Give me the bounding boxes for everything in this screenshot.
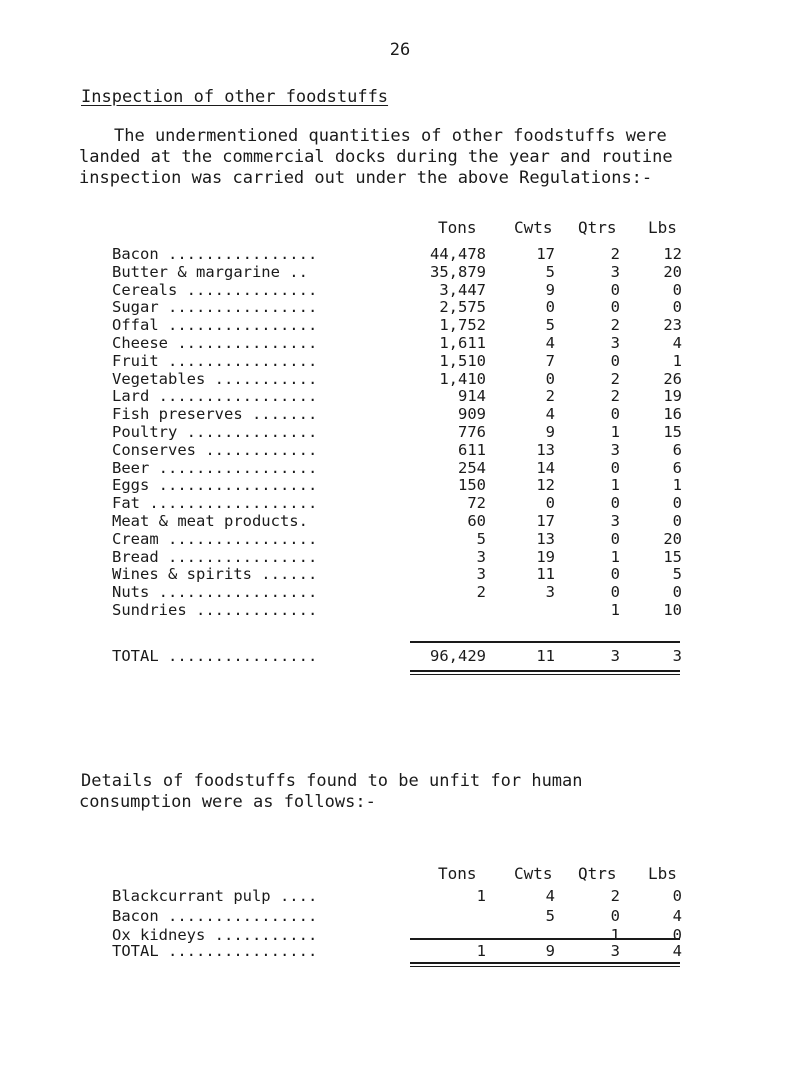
item-name: Conserves ............ (112, 440, 318, 459)
cell-qtrs: 0 (610, 565, 620, 584)
total-rule-bottom (410, 670, 680, 672)
cell-cwts: 4 (545, 887, 555, 905)
cell-cwts: 17 (536, 245, 555, 263)
cell-qtrs: 2 (610, 369, 620, 388)
cell-lbs: 0 (672, 280, 682, 299)
col-header-cwts: Cwts (514, 218, 553, 237)
cell-tons: 3,447 (439, 280, 486, 299)
cell-lbs: 12 (663, 245, 682, 263)
col-header-cwts: Cwts (514, 864, 553, 883)
col-header-lbs: Lbs (648, 218, 677, 237)
cell-cwts: 4 (545, 334, 555, 352)
cell-qtrs: 1 (610, 423, 620, 441)
cell-tons: 1,752 (439, 316, 486, 335)
cell-lbs: 16 (663, 405, 682, 424)
cell-cwts: 5 (545, 906, 555, 925)
cell-qtrs: 0 (610, 351, 620, 370)
table-row (0, 548, 800, 567)
cell-lbs: 4 (672, 334, 682, 352)
cell-lbs: 23 (663, 316, 682, 335)
cell-cwts: 0 (545, 369, 555, 388)
cell-tons: 35,879 (430, 262, 486, 281)
table-row (0, 263, 800, 282)
cell-qtrs: 3 (610, 262, 620, 281)
item-name: Cream ................ (112, 529, 318, 548)
total-label: TOTAL ................ (112, 647, 318, 665)
total-row (0, 942, 800, 961)
item-name: Beer ................. (112, 458, 318, 477)
cell-lbs: 15 (663, 547, 682, 566)
cell-lbs: 20 (663, 529, 682, 548)
cell-lbs: 5 (672, 565, 682, 584)
cell-lbs: 0 (672, 926, 682, 944)
item-name: Wines & spirits ...... (112, 565, 318, 584)
cell-lbs: 0 (672, 583, 682, 602)
cell-cwts: 12 (536, 476, 555, 495)
details-line: consumption were as follows:- (79, 792, 376, 812)
item-name: Nuts ................. (112, 583, 318, 602)
item-name: Lard ................. (112, 387, 318, 406)
total-cwts: 11 (536, 647, 555, 665)
cell-cwts: 14 (536, 458, 555, 477)
item-name: Vegetables ........... (112, 369, 318, 388)
item-name: Meat & meat products. (112, 512, 308, 530)
cell-cwts: 3 (545, 583, 555, 602)
cell-tons: 1 (476, 887, 486, 905)
item-name: Cheese ............... (112, 334, 318, 352)
item-name: Offal ................ (112, 316, 318, 335)
cell-cwts: 9 (545, 423, 555, 441)
cell-qtrs: 3 (610, 334, 620, 352)
item-name: Bacon ................ (112, 906, 318, 925)
cell-lbs: 0 (672, 494, 682, 513)
cell-qtrs: 0 (610, 280, 620, 299)
cell-cwts: 9 (545, 280, 555, 299)
col-header-tons: Tons (438, 864, 477, 883)
table-row (0, 334, 800, 353)
item-name: Bacon ................ (112, 245, 318, 263)
cell-tons: 2,575 (439, 298, 486, 317)
cell-lbs: 0 (672, 887, 682, 905)
cell-cwts: 0 (545, 494, 555, 513)
cell-qtrs: 1 (610, 601, 620, 619)
total-qtrs: 3 (610, 942, 620, 960)
cell-tons: 776 (458, 423, 486, 441)
cell-lbs: 10 (663, 601, 682, 619)
cell-cwts: 5 (545, 262, 555, 281)
col-header-qtrs: Qtrs (578, 864, 617, 883)
col-header-qtrs: Qtrs (578, 218, 617, 237)
cell-tons: 254 (458, 458, 486, 477)
table-row (0, 530, 800, 549)
cell-cwts: 0 (545, 298, 555, 317)
cell-cwts: 19 (536, 547, 555, 566)
cell-cwts: 5 (545, 316, 555, 335)
cell-tons: 909 (458, 405, 486, 424)
item-name: Cereals .............. (112, 280, 318, 299)
total-lbs: 3 (672, 647, 682, 665)
col-header-tons: Tons (438, 218, 477, 237)
table-row (0, 281, 800, 300)
cell-qtrs: 1 (610, 926, 620, 944)
table-row (0, 245, 800, 264)
item-name: Butter & margarine .. (112, 262, 308, 281)
cell-lbs: 15 (663, 423, 682, 441)
table-row (0, 405, 800, 424)
cell-cwts: 13 (536, 440, 555, 459)
unfit-total-rule-top (410, 938, 680, 940)
total-rule-double (410, 674, 680, 675)
details-paragraph (79, 771, 583, 813)
cell-cwts: 2 (545, 387, 555, 406)
cell-qtrs: 0 (610, 583, 620, 602)
table-row (0, 565, 800, 584)
cell-qtrs: 1 (610, 547, 620, 566)
table-row (0, 316, 800, 335)
cell-tons: 44,478 (430, 245, 486, 263)
cell-lbs: 6 (672, 458, 682, 477)
cell-qtrs: 0 (610, 298, 620, 317)
cell-qtrs: 0 (610, 494, 620, 513)
intro-line: landed at the commercial docks during the year and routine (79, 147, 673, 167)
intro-paragraph (79, 126, 673, 189)
table-row (0, 476, 800, 495)
table-row (0, 601, 800, 620)
details-line: Details of foodstuffs found to be unfit for human (81, 771, 583, 791)
cell-qtrs: 0 (610, 405, 620, 424)
cell-tons: 2 (476, 583, 486, 602)
table-row (0, 423, 800, 442)
table-row (0, 494, 800, 513)
cell-cwts: 17 (536, 512, 555, 530)
cell-cwts: 13 (536, 529, 555, 548)
cell-tons: 1,410 (439, 369, 486, 388)
cell-lbs: 1 (672, 476, 682, 495)
table-row (0, 907, 800, 926)
cell-qtrs: 0 (610, 906, 620, 925)
page-number: 26 (389, 40, 411, 60)
cell-lbs: 20 (663, 262, 682, 281)
table-row (0, 370, 800, 389)
cell-lbs: 26 (663, 369, 682, 388)
item-name: Bread ................ (112, 547, 318, 566)
item-name: Eggs ................. (112, 476, 318, 495)
intro-line: inspection was carried out under the above Regulations:- (79, 168, 653, 188)
cell-qtrs: 3 (610, 440, 620, 459)
cell-tons: 150 (458, 476, 486, 495)
cell-qtrs: 2 (610, 245, 620, 263)
cell-cwts: 11 (536, 565, 555, 584)
table-row (0, 387, 800, 406)
cell-cwts: 4 (545, 405, 555, 424)
section-heading: Inspection of other foodstuffs (81, 87, 389, 107)
cell-qtrs: 2 (610, 316, 620, 335)
cell-qtrs: 0 (610, 458, 620, 477)
cell-lbs: 0 (672, 512, 682, 530)
total-label: TOTAL ................ (112, 942, 318, 960)
total-tons: 1 (476, 942, 486, 960)
total-row (0, 647, 800, 666)
total-rule-top (410, 641, 680, 643)
table-row (0, 887, 800, 906)
cell-lbs: 0 (672, 298, 682, 317)
cell-qtrs: 1 (610, 476, 620, 495)
cell-qtrs: 2 (610, 887, 620, 905)
cell-lbs: 4 (672, 906, 682, 925)
cell-tons: 1,510 (439, 351, 486, 370)
item-name: Fat .................. (112, 494, 318, 513)
cell-tons: 611 (458, 440, 486, 459)
item-name: Blackcurrant pulp .... (112, 887, 318, 905)
item-name: Poultry .............. (112, 423, 318, 441)
total-lbs: 4 (672, 942, 682, 960)
cell-tons: 5 (476, 529, 486, 548)
cell-lbs: 6 (672, 440, 682, 459)
item-name: Sugar ................ (112, 298, 318, 317)
cell-tons: 3 (476, 547, 486, 566)
table-row (0, 512, 800, 531)
unfit-total-rule-double (410, 966, 680, 967)
cell-qtrs: 0 (610, 529, 620, 548)
cell-lbs: 1 (672, 351, 682, 370)
cell-tons: 1,611 (439, 334, 486, 352)
unfit-total-rule-bottom (410, 962, 680, 964)
table-row (0, 441, 800, 460)
table-row (0, 459, 800, 478)
cell-tons: 3 (476, 565, 486, 584)
total-cwts: 9 (545, 942, 555, 960)
total-qtrs: 3 (610, 647, 620, 665)
cell-tons: 914 (458, 387, 486, 406)
item-name: Sundries ............. (112, 601, 318, 619)
cell-qtrs: 2 (610, 387, 620, 406)
intro-line: The undermentioned quantities of other foodstuffs were (114, 126, 667, 146)
col-header-lbs: Lbs (648, 864, 677, 883)
item-name: Fruit ................ (112, 351, 318, 370)
table-row (0, 583, 800, 602)
total-tons: 96,429 (430, 647, 486, 665)
cell-lbs: 19 (663, 387, 682, 406)
table-row (0, 352, 800, 371)
cell-tons: 72 (467, 494, 486, 513)
table-row (0, 298, 800, 317)
item-name: Fish preserves ....... (112, 405, 318, 424)
cell-tons: 60 (467, 512, 486, 530)
cell-cwts: 7 (545, 351, 555, 370)
cell-qtrs: 3 (610, 512, 620, 530)
item-name: Ox kidneys ........... (112, 926, 318, 944)
